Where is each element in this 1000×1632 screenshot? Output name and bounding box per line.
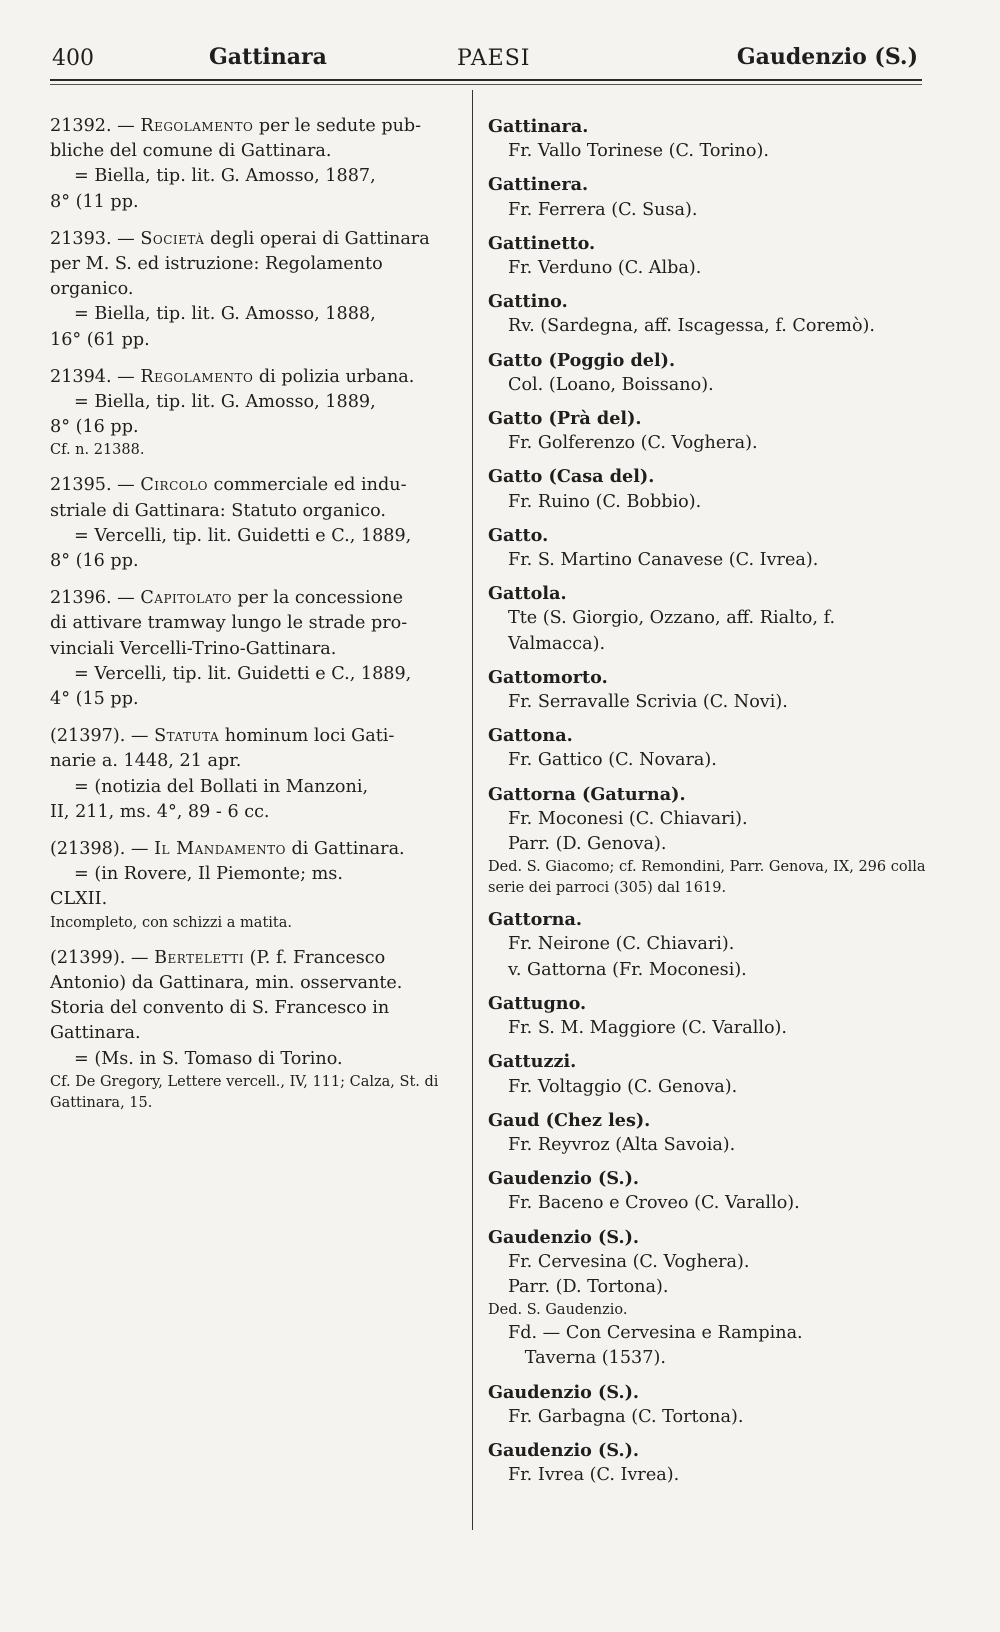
entry-keyword: Capitolato <box>140 588 232 609</box>
place-name: Gatto (Prà del). <box>488 408 642 430</box>
entry-first-line <box>50 473 462 498</box>
place-detail: Fr. Voltaggio (C. Genova). <box>508 1076 738 1097</box>
place-name: Gattuzzi. <box>488 1051 577 1073</box>
place-detail: Fr. Reyvroz (Alta Savoia). <box>508 1134 736 1155</box>
place-detail: Rv. (Sardegna, aff. Iscagessa, f. Coremò). <box>508 316 875 337</box>
page-number: 400 <box>52 46 94 71</box>
place-entry <box>488 581 928 657</box>
entry-publication: 4° (15 pp. <box>50 689 139 710</box>
place-entry <box>488 231 928 281</box>
place-name: Gattinara. <box>488 116 589 137</box>
entry-title: per le sedute pub- <box>253 116 422 136</box>
place-entry <box>488 523 928 573</box>
place-entry <box>488 1166 928 1216</box>
entry-publication: CLXII. <box>50 889 108 910</box>
place-entry <box>488 723 928 773</box>
place-name: Gattola. <box>488 583 567 605</box>
entry-line: narie a. 1448, 21 apr. <box>50 751 242 772</box>
place-entry <box>488 289 928 339</box>
entry-title: commerciale ed indu- <box>207 475 407 496</box>
entry-title: (P. f. Francesco <box>244 947 386 968</box>
entry-number: 21393. — <box>50 228 141 249</box>
column-divider <box>472 90 473 1530</box>
place-detail: Fr. Gattico (C. Novara). <box>508 750 717 771</box>
bibliography-entry <box>50 946 462 1114</box>
entry-keyword: Regolamento <box>140 366 254 387</box>
entry-title: di polizia urbana. <box>253 366 415 387</box>
bibliography-entry <box>50 114 462 215</box>
place-detail: Fr. Moconesi (C. Chiavari). <box>508 808 748 829</box>
place-name: Gattinera. <box>488 174 589 196</box>
entry-note: Incompleto, con schizzi a matita. <box>50 914 292 931</box>
entry-first-line <box>50 365 462 390</box>
entry-number: (21398). — <box>50 839 155 860</box>
bibliography-entry <box>50 586 462 712</box>
entry-publication: 8° (11 pp. <box>50 191 139 212</box>
entry-number: (21397). — <box>50 726 155 747</box>
bibliography-entry <box>50 837 462 934</box>
header-rule <box>50 79 922 81</box>
place-detail: Fr. Serravalle Scrivia (C. Novi). <box>508 692 788 713</box>
entry-line: Storia del convento di S. Francesco in <box>50 998 390 1019</box>
entry-title: hominum loci Gati- <box>219 726 395 747</box>
place-detail: Fr. S. M. Maggiore (C. Varallo). <box>508 1018 788 1039</box>
place-name: Gattinetto. <box>488 232 596 254</box>
entry-publication: 16° (61 pp. <box>50 329 150 350</box>
place-entry <box>488 464 928 514</box>
entry-publication: = Vercelli, tip. lit. Guidetti e C., 1889, <box>74 663 412 684</box>
entry-note: Cf. n. 21388. <box>50 442 145 459</box>
place-detail: v. Gattorna (Fr. Moconesi). <box>508 959 747 980</box>
entry-note: Cf. De Gregory, Lettere vercell., IV, 111; Calza, St. di Gattinara, 15. <box>50 1073 439 1111</box>
entry-keyword: Società <box>140 228 205 249</box>
entry-title: per la concessione <box>231 588 403 609</box>
place-detail: Fr. Neirone (C. Chiavari). <box>508 934 735 955</box>
place-detail: Fr. Vallo Torinese (C. Torino). <box>508 141 769 162</box>
entry-keyword: Il Mandamento <box>154 839 286 860</box>
place-detail: Fr. Ferrera (C. Susa). <box>508 199 698 220</box>
place-entry <box>488 1380 928 1430</box>
entry-keyword: Statuta <box>154 726 220 747</box>
place-entry <box>488 991 928 1041</box>
place-extra: Taverna (1537). <box>508 1348 666 1369</box>
place-detail: Fr. Garbagna (C. Tortona). <box>508 1406 744 1427</box>
entry-number: 21392. — <box>50 116 141 136</box>
place-entry <box>488 907 928 983</box>
place-entry <box>488 1049 928 1099</box>
place-name: Gaudenzio (S.). <box>488 1439 640 1461</box>
entry-keyword: Berteletti <box>154 947 245 968</box>
right-column <box>488 114 928 1496</box>
place-name: Gattorna (Gaturna). <box>488 783 686 805</box>
place-name: Gaudenzio (S.). <box>488 1168 640 1190</box>
place-entry <box>488 406 928 456</box>
place-detail: Col. (Loano, Boissano). <box>508 374 714 395</box>
place-detail: Fr. Cervesina (C. Voghera). <box>508 1251 750 1272</box>
place-name: Gatto. <box>488 524 549 546</box>
entry-line: striale di Gattinara: Statuto organico. <box>50 500 386 521</box>
entry-first-line <box>50 724 462 749</box>
place-detail: Parr. (D. Tortona). <box>508 1276 669 1297</box>
entry-publication: = (notizia del Bollati in Manzoni, <box>74 776 369 797</box>
place-extra: Fd. — Con Cervesina e Rampina. <box>508 1323 803 1344</box>
place-detail: Fr. Ruino (C. Bobbio). <box>508 491 702 512</box>
entry-number: 21396. — <box>50 588 141 609</box>
place-name: Gaud (Chez les). <box>488 1109 651 1131</box>
entry-first-line <box>50 114 462 139</box>
entry-line: per M. S. ed istruzione: Regolamento <box>50 254 383 275</box>
place-entry <box>488 348 928 398</box>
entry-first-line <box>50 227 462 252</box>
entry-line: bliche del comune di Gattinara. <box>50 141 332 162</box>
place-entry <box>488 665 928 715</box>
bibliography-entry <box>50 473 462 574</box>
entry-line: di attivare tramway lungo le strade pro- <box>50 613 408 634</box>
place-entry <box>488 782 928 900</box>
entry-publication: = Biella, tip. lit. G. Amosso, 1888, <box>74 304 376 325</box>
place-detail: Valmacca). <box>508 633 606 654</box>
place-detail: Parr. (D. Genova). <box>508 834 667 855</box>
running-head-left: Gattinara <box>209 44 327 70</box>
entry-publication: = (in Rovere, Il Piemonte; ms. <box>74 864 343 885</box>
running-head-right: Gaudenzio (S.) <box>736 44 918 70</box>
place-name: Gaudenzio (S.). <box>488 1226 640 1248</box>
entry-publication: = Biella, tip. lit. G. Amosso, 1889, <box>74 392 376 413</box>
place-detail: Fr. S. Martino Canavese (C. Ivrea). <box>508 550 819 571</box>
place-detail: Fr. Golferenzo (C. Voghera). <box>508 433 758 454</box>
place-name: Gattino. <box>488 291 568 313</box>
entry-number: 21394. — <box>50 366 141 387</box>
entry-title: di Gattinara. <box>285 839 405 860</box>
place-name: Gattorna. <box>488 909 582 931</box>
place-name: Gatto (Casa del). <box>488 466 655 488</box>
entry-publication: 8° (16 pp. <box>50 551 139 572</box>
place-name: Gattomorto. <box>488 666 608 688</box>
place-detail: Fr. Verduno (C. Alba). <box>508 258 702 279</box>
page-header <box>52 44 918 78</box>
place-detail: Fr. Ivrea (C. Ivrea). <box>508 1465 680 1486</box>
entry-publication: = (Ms. in S. Tomaso di Torino. <box>74 1048 343 1069</box>
entry-first-line <box>50 946 462 971</box>
place-entry <box>488 1225 928 1372</box>
place-detail: Fr. Baceno e Croveo (C. Varallo). <box>508 1193 800 1214</box>
left-column <box>50 114 462 1126</box>
entry-line: Gattinara. <box>50 1023 141 1044</box>
entry-line: Antonio) da Gattinara, min. osservante. <box>50 972 403 993</box>
entry-publication: = Biella, tip. lit. G. Amosso, 1887, <box>74 166 376 187</box>
entry-keyword: Circolo <box>140 475 208 496</box>
entry-first-line <box>50 586 462 611</box>
place-entry <box>488 114 928 164</box>
place-detail: Tte (S. Giorgio, Ozzano, aff. Rialto, f. <box>508 608 836 629</box>
place-name: Gattugno. <box>488 992 587 1014</box>
entry-line: vinciali Vercelli-Trino-Gattinara. <box>50 638 337 659</box>
entry-publication: 8° (16 pp. <box>50 417 139 438</box>
entry-title: degli operai di Gattinara <box>204 228 430 249</box>
running-head-center: PAESI <box>457 46 531 71</box>
place-name: Gattona. <box>488 725 573 747</box>
entry-line: organico. <box>50 279 134 300</box>
entry-keyword: Regolamento <box>140 116 254 136</box>
place-entry <box>488 1438 928 1488</box>
header-rule-thin <box>50 84 922 85</box>
place-note: Ded. S. Gaudenzio. <box>488 1302 628 1319</box>
entry-publication: = Vercelli, tip. lit. Guidetti e C., 1889, <box>74 525 412 546</box>
entry-number: (21399). — <box>50 947 155 968</box>
place-name: Gaudenzio (S.). <box>488 1381 640 1403</box>
entry-publication: II, 211, ms. 4°, 89 - 6 cc. <box>50 801 270 822</box>
place-entry <box>488 172 928 222</box>
place-note: Ded. S. Giacomo; cf. Remondini, Parr. Genova, IX, 296 colla serie dei parroci (305) dal 1619. <box>488 859 926 897</box>
place-entry <box>488 1108 928 1158</box>
bibliography-entry <box>50 227 462 353</box>
entry-first-line <box>50 837 462 862</box>
entry-number: 21395. — <box>50 475 141 496</box>
place-name: Gatto (Poggio del). <box>488 349 676 371</box>
bibliography-entry <box>50 724 462 825</box>
bibliography-entry <box>50 365 462 462</box>
